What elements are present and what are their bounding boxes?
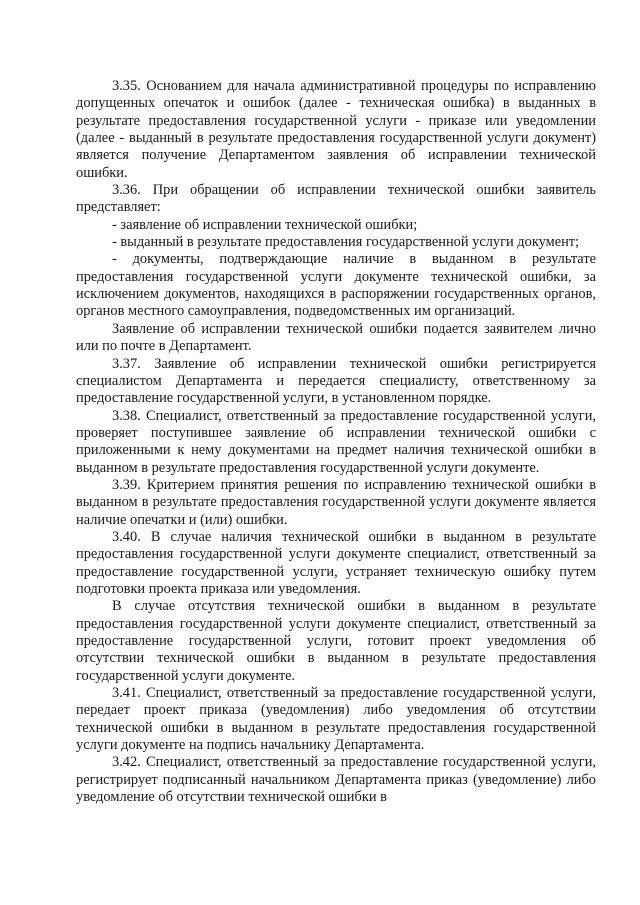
paragraph-3-39: 3.39. Критерием принятия решения по исправлению технической ошибки в выданном в результате предоставления государственной услуги документе является наличие опечатки и (или) ошибки.: [76, 476, 596, 528]
paragraph-3-37: 3.37. Заявление об исправлении технической ошибки регистрируется специалистом Департамента и передается специалисту, ответственному за предоставление государственной услуги, в установленном порядке.: [76, 355, 596, 407]
paragraph-3-42: 3.42. Специалист, ответственный за предоставление государственной услуги, регистрирует подписанный начальником Департамента приказ (уведомление) либо уведомление об отсутствии технической ошибки в: [76, 754, 596, 806]
list-item-application: - заявление об исправлении технической ошибки;: [112, 216, 418, 233]
paragraph-3-40: 3.40. В случае наличия технической ошибки в выданном в результате предоставления государственной услуги документе специалист, ответственный за предоставление государственной услуги, устраняет техническую ошибку путем подготовки проекта приказа или уведомления.: [76, 528, 596, 597]
paragraph-3-38: 3.38. Специалист, ответственный за предоставление государственной услуги, проверяет поступившее заявление об исправлении технической ошибки с приложенными к нему документами на предмет наличия технической ошибки в выданном в результате предоставления государственной услуги документе.: [76, 407, 596, 476]
list-item-supporting-documents: - документы, подтверждающие наличие в выданном в результате предоставления государственной услуги документе технической ошибки, за исключением документов, находящихся в распоряжении государственных органов, органов местного самоуправления, подведомственных им организаций.: [76, 251, 596, 320]
paragraph-3-41: 3.41. Специалист, ответственный за предоставление государственной услуги, передает проект приказа (уведомления) либо уведомления об отсутствии технической ошибки в выданном в результате предоставления государственной услуги документе на подпись начальнику Департамента.: [76, 685, 596, 754]
paragraph-submission: Заявление об исправлении технической ошибки подается заявителем лично или по почте в Департамент.: [76, 320, 596, 355]
paragraph-no-error: В случае отсутствия технической ошибки в выданном в результате предоставления государственной услуги документе специалист, ответственный за предоставление государственной услуги, готовит проект уведомления об отсутствии технической ошибки в выданном в результате предоставления государственной услуги документе.: [76, 598, 596, 684]
list-item-issued-document: - выданный в результате предоставления государственной услуги документ;: [112, 234, 580, 251]
paragraph-3-35: 3.35. Основанием для начала административной процедуры по исправлению допущенных опечаток и ошибок (далее - техническая ошибка) в выданных в результате предоставления государственной услуги - приказе или уведомлении (далее - выданный в результате предоставления государственной услуги документ) является получение Департаментом заявления об исправлении технической ошибки.: [76, 78, 596, 181]
paragraph-3-36: 3.36. При обращении об исправлении технической ошибки заявитель представляет:: [76, 182, 596, 216]
